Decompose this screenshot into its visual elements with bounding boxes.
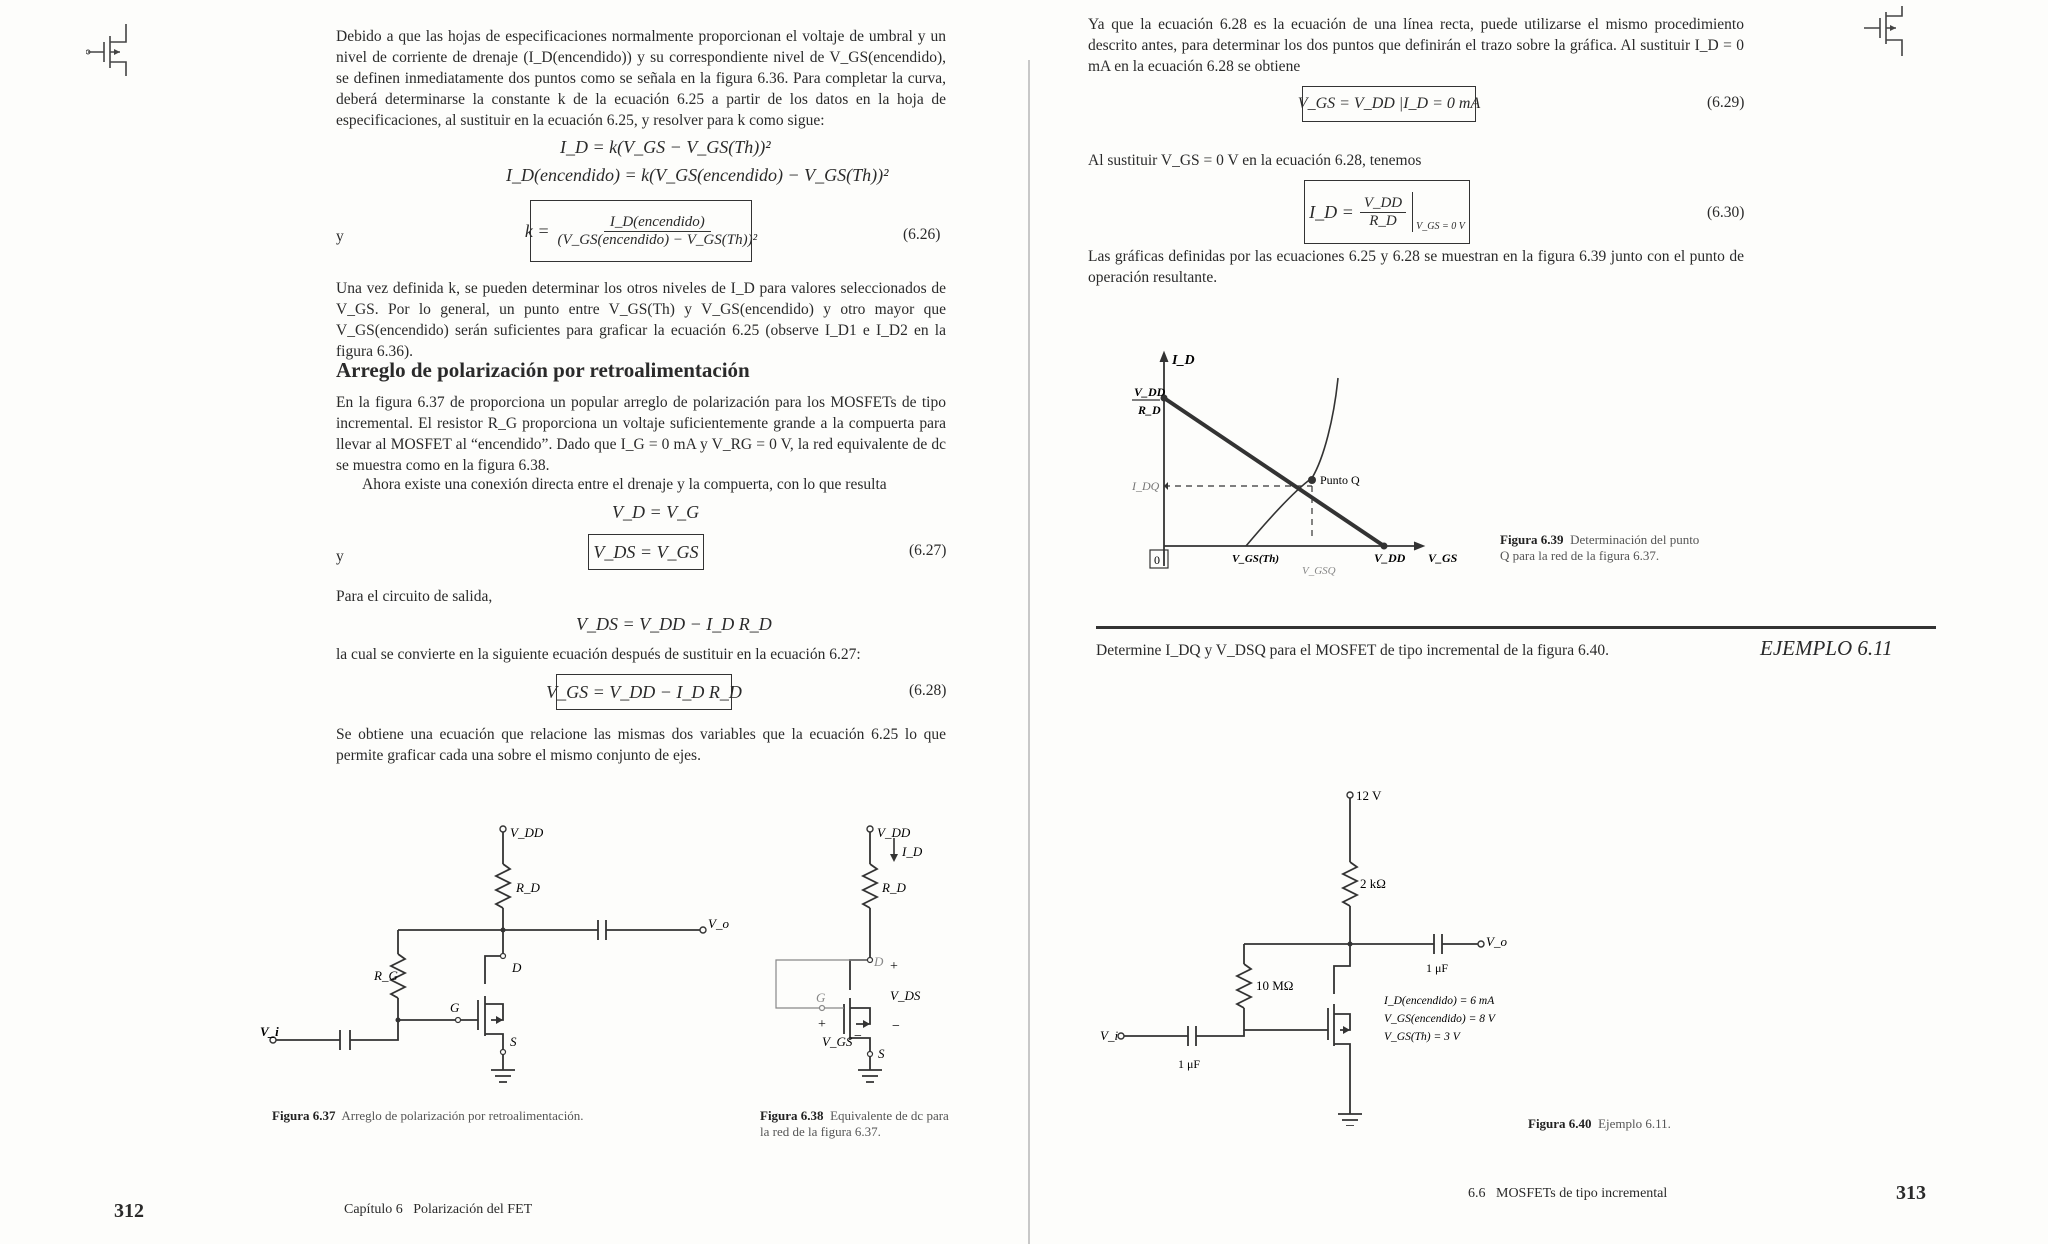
label-y-2: y (336, 548, 344, 565)
equation-6-26-lhs: k = (524, 220, 550, 241)
example-rule (1096, 626, 1936, 629)
equation-6-30-box (1304, 180, 1470, 244)
figure-6-38-circuit (770, 820, 950, 1090)
figure-6-37-caption (272, 1108, 652, 1124)
equation-6-30-condition: V_GS = 0 V (1416, 221, 1465, 232)
equation-number-6-27: (6.27) (909, 542, 947, 559)
load-line (1164, 398, 1384, 546)
section-heading: Arreglo de polarización por retroalimentación (336, 358, 750, 382)
figure-6-37-circuit (260, 820, 730, 1090)
mosfet-corner-icon-right (1862, 6, 1914, 62)
fig637-vi-label: V_i (260, 1024, 279, 1039)
equation-id-encendido: I_D(encendido) = k(V_GS(encendido) − V_GS(Th))² (506, 165, 889, 185)
equation-6-26-numerator: I_D(encendido) (604, 214, 711, 232)
example-label: EJEMPLO 6.11 (1760, 636, 1893, 660)
fig638-vds-label: V_DS (890, 988, 921, 1003)
label-y: y (336, 228, 344, 245)
fig639-idq-label: I_DQ (1132, 479, 1160, 493)
fig639-id-label: I_D (1172, 353, 1195, 368)
equation-number-6-30: (6.30) (1707, 204, 1745, 221)
figure-6-40-number: Figura 6.40 (1528, 1116, 1592, 1131)
fig638-s-label: S (878, 1046, 885, 1061)
equation-id-k: I_D = k(V_GS − V_GS(Th))² (560, 137, 771, 157)
footer-right: 6.6 MOSFETs de tipo incremental (1468, 1186, 1668, 1201)
fig639-vgsth-label: V_GS(Th) (1232, 553, 1280, 565)
figure-6-40-circuit (1094, 786, 1514, 1126)
fig639-vgsq-label: V_GSQ (1302, 565, 1336, 577)
figure-6-38-text: Equivalente de dc para la red de la figura 6.37. (760, 1108, 949, 1139)
right-paragraph-2: Al sustituir V_GS = 0 V en la ecuación 6.28, tenemos (1088, 152, 1422, 169)
figure-6-37-text: Arreglo de polarización por retroalimentación. (341, 1108, 584, 1123)
figure-6-38-number: Figura 6.38 (760, 1108, 824, 1123)
fig639-vgs-label: V_GS (1428, 551, 1458, 565)
fig638-plus2: + (818, 1017, 826, 1032)
paragraph-5: Para el circuito de salida, (336, 588, 493, 605)
paragraph-3: En la figura 6.37 de proporciona un popular arreglo de polarización para los MOSFETs de tipo incremental. El resistor R_G proporciona un voltaje suficientemente grande a la compuerta para llevar al MOSFET al “encendido”. Dado que I_G = 0 mA y V_RG = 0 V, la red equivalente de dc se muestra como en la figura 6.38. (336, 394, 946, 474)
fig637-rg-label: R_G (374, 968, 398, 983)
figure-6-39-caption (1500, 532, 1700, 564)
fig640-c1-label: 1 μF (1178, 1057, 1201, 1071)
fig638-g-label: G (816, 990, 826, 1005)
equation-6-26-denominator: (V_GS(encendido) − V_GS(Th))² (557, 231, 758, 248)
right-page (1030, 0, 2048, 1244)
equation-6-30-lhs: I_D = (1309, 201, 1354, 222)
right-paragraph-1: Ya que la ecuación 6.28 es la ecuación de una línea recta, puede utilizarse el mismo procedimiento descrito antes, para determinar los dos puntos que definirán el trazo sobre la gráfica. Al sustituir I_D = 0 mA en la ecuación 6.28 se obtiene (1088, 16, 1744, 75)
fig639-vdd-label: V_DD (1374, 551, 1406, 565)
paragraph-4: Ahora existe una conexión directa entre el drenaje y la compuerta, con lo que resulta (362, 476, 887, 493)
mosfet-corner-icon (86, 22, 138, 78)
fig637-rd-label: R_D (516, 880, 540, 895)
example-statement: Determine I_DQ y V_DSQ para el MOSFET de tipo incremental de la figura 6.40. (1096, 642, 1609, 659)
fig637-d-label: D (512, 960, 522, 975)
equation-6-30-numerator: V_DD (1360, 195, 1406, 213)
right-paragraph-3: Las gráficas definidas por las ecuaciones 6.25 y 6.28 se muestran en la figura 6.39 junto con el punto de operación resultante. (1088, 248, 1744, 286)
fig638-id-label: I_D (902, 844, 923, 859)
figure-6-39-number: Figura 6.39 (1500, 532, 1564, 547)
equation-number-6-29: (6.29) (1707, 94, 1745, 111)
equation-vds: V_DS = V_DD − I_D R_D (576, 614, 772, 634)
fig637-s-label: S (510, 1034, 517, 1049)
fig640-vi-label: V_i (1100, 1028, 1119, 1043)
equation-6-27-box: V_DS = V_GS (588, 534, 704, 570)
equation-6-28-box: V_GS = V_DD − I_D R_D (556, 674, 732, 710)
fig638-d-label: D (874, 954, 884, 969)
fig638-vgs-label: V_GS (822, 1034, 853, 1049)
fig640-vgson-label: V_GS(encendido) = 8 V (1384, 1013, 1495, 1025)
fig637-vdd-label: V_DD (510, 825, 544, 840)
figure-6-39-text: Determinación del punto Q para la red de la figura 6.37. (1500, 532, 1700, 563)
fig637-vo-label: V_o (708, 916, 729, 931)
figure-6-40-caption (1528, 1116, 1768, 1132)
fig639-zero: 0 (1154, 553, 1160, 567)
fig638-rd-label: R_D (882, 880, 906, 895)
fig640-12v-label: 12 V (1356, 788, 1382, 803)
fig639-vdd-rd-den: R_D (1138, 403, 1161, 417)
fig639-vdd-rd-num: V_DD (1134, 385, 1166, 399)
paragraph-2: Una vez definida k, se pueden determinar los otros niveles de I_D para valores seleccionados de V_GS. Por lo general, un punto entre V_GS(Th) y V_GS(encendido) y otro mayor que V_GS(encendido) serán suficientes para graficar la ecuación 6.25 (observe I_D1 e I_D2 en la figura 6.36). (336, 280, 946, 360)
fig639-q-label: Punto Q (1320, 473, 1360, 487)
fig638-minus1: − (892, 1019, 900, 1034)
fig640-2k-label: 2 kΩ (1360, 876, 1386, 891)
paragraph-6: la cual se convierte en la siguiente ecuación después de sustituir en la ecuación 6.27: (336, 646, 861, 663)
fig640-vo-label: V_o (1486, 934, 1507, 949)
fig640-c2-label: 1 μF (1426, 961, 1449, 975)
equation-6-29-box: V_GS = V_DD |I_D = 0 mA (1302, 86, 1476, 122)
figure-6-40-text: Ejemplo 6.11. (1598, 1116, 1671, 1131)
page-number-left: 312 (114, 1200, 144, 1222)
footer-left: Capítulo 6 Polarización del FET (344, 1202, 533, 1217)
paragraph-7: Se obtiene una ecuación que relacione las mismas dos variables que la ecuación 6.25 lo que permite graficar cada una sobre el mismo conjunto de ejes. (336, 726, 946, 764)
figure-6-39-graph (1088, 348, 1508, 588)
equation-6-26-box (524, 200, 758, 262)
fig638-minus2: − (854, 1029, 862, 1044)
equation-vd-vg: V_D = V_G (612, 502, 700, 522)
paragraph-1: Debido a que las hojas de especificaciones normalmente proporcionan el voltaje de umbral y un nivel de corriente de drenaje (I_D(encendido)) y su correspondiente nivel de V_GS(encendido), se definen inmediatamente dos puntos como se señala en la figura 6.36. Para completar la curva, deberá determinarse la constante k de la ecuación 6.25 a partir de los datos en la hoja de especificaciones, al sustituir en la ecuación 6.25, y resolver para k como sigue: (336, 28, 946, 129)
figure-6-38-caption (760, 1108, 960, 1140)
equation-number-6-26: (6.26) (903, 226, 941, 243)
equation-6-30-denominator: R_D (1369, 212, 1397, 229)
figure-6-37-number: Figura 6.37 (272, 1108, 336, 1123)
page-number-right: 313 (1896, 1182, 1926, 1204)
fig640-vgsth-label: V_GS(Th) = 3 V (1384, 1031, 1460, 1043)
fig638-vdd-label: V_DD (877, 825, 911, 840)
fig640-idon-label: I_D(encendido) = 6 mA (1384, 995, 1495, 1007)
fig638-plus1: + (890, 959, 898, 974)
fig637-g-label: G (450, 1000, 460, 1015)
equation-number-6-28: (6.28) (909, 682, 947, 699)
fig640-10m-label: 10 MΩ (1256, 978, 1294, 993)
